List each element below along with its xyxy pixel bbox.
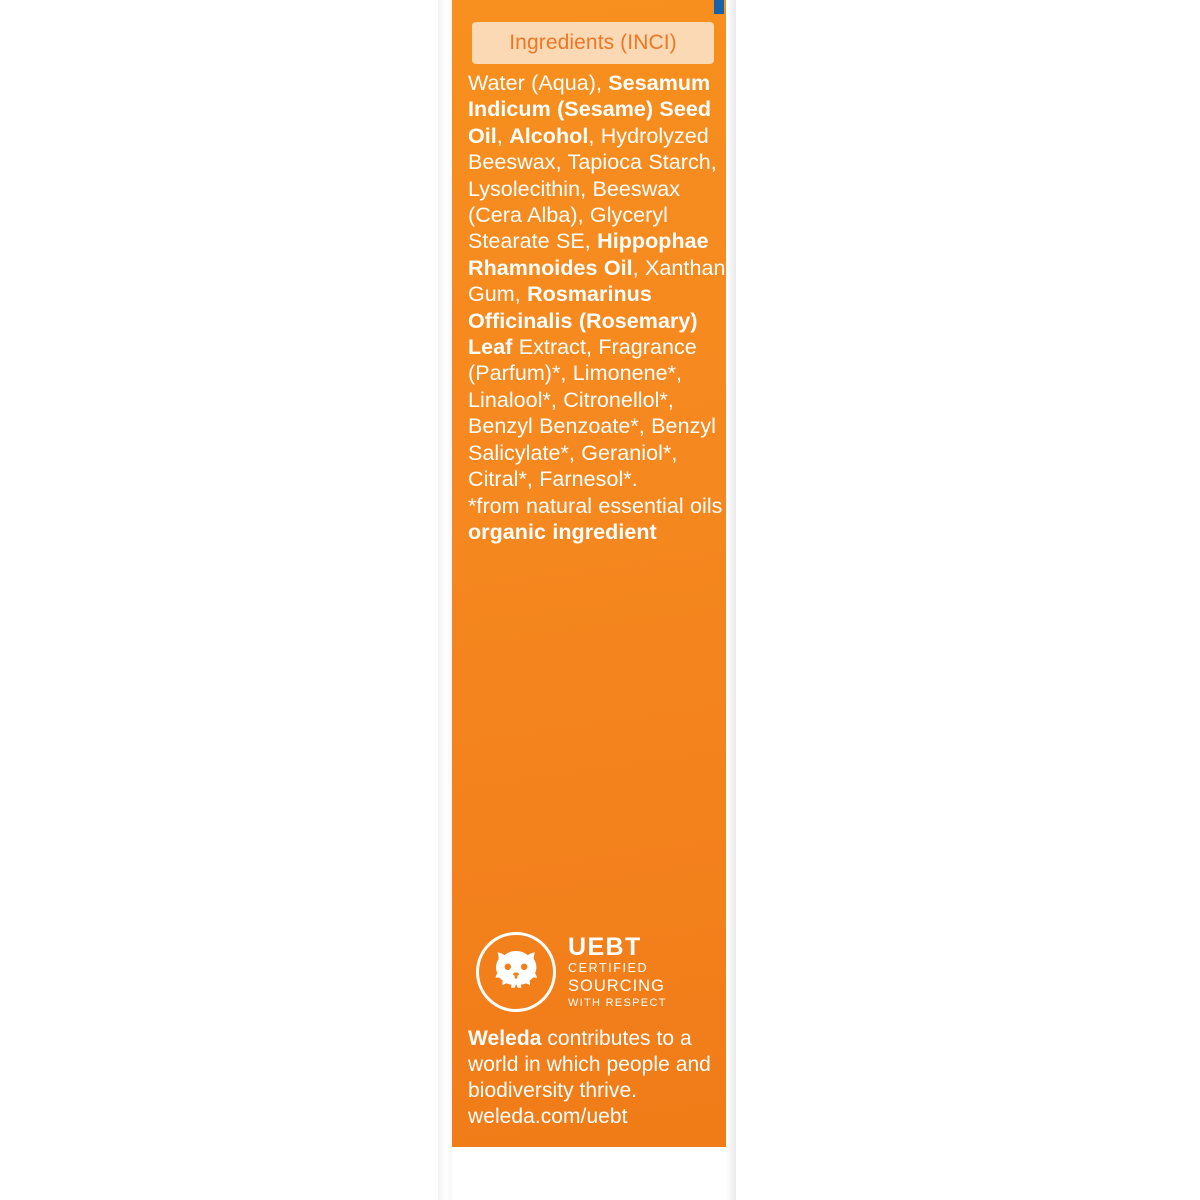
uebt-line-4: WITH RESPECT (568, 996, 667, 1009)
package-right-edge (726, 0, 736, 1200)
ingredient-run-3: Alcohol (509, 123, 589, 148)
ingredients-header-chip (472, 22, 714, 64)
ingredients-text-block (468, 70, 726, 545)
brand-name: Weleda (468, 1027, 542, 1050)
ingredients-header-label: Ingredients (INCI) (509, 31, 677, 54)
brand-url: weleda.com/uebt (468, 1105, 628, 1128)
ingredient-run-7: Rosmarinus Officinalis (Rosemary) Leaf (468, 282, 698, 360)
ingredient-run-4: , Hydrolyzed Beeswax, Tapioca Starch, Lysolecithin, Beeswax (Cera Alba), Glyceryl Stearate SE, (468, 123, 717, 254)
ingredients-footnote: *from natural essential oils (468, 493, 723, 518)
uebt-lion-seal-icon (476, 932, 556, 1012)
uebt-certification-block (476, 930, 706, 1014)
uebt-line-3: SOURCING (568, 977, 665, 996)
ingredients-runs (468, 71, 725, 491)
ingredient-run-6: , Xanthan Gum, (468, 255, 726, 307)
ingredient-run-1: Sesamum Indicum (Sesame) Seed Oil (468, 71, 712, 148)
product-package-panel (438, 0, 736, 1200)
uebt-line-1: UEBT (568, 932, 642, 961)
tagline-text: contributes to a world in which people and biodiversity thrive. (468, 1027, 711, 1102)
ingredient-run-0: Water (Aqua), (468, 71, 609, 95)
uebt-text-lines (568, 932, 667, 1009)
package-left-edge (438, 0, 452, 1200)
uebt-line-2: CERTIFIED (568, 961, 649, 976)
package-bottom-white-strip (452, 1147, 726, 1200)
ingredient-run-5: Hippophae Rhamnoides Oil (468, 229, 709, 280)
organic-ingredient-note: organic ingredient (468, 519, 657, 544)
package-blue-accent-mark (714, 0, 724, 14)
brand-tagline-block (468, 1026, 726, 1130)
ingredient-run-2: , (496, 123, 510, 148)
ingredient-run-8: Extract, Fragrance (Parfum)*, Limonene*, Linalool*, Citronellol*, Benzyl Benzoate*, Benzyl Salicylate*, Geraniol*, Citral*, Farnesol*. (468, 335, 716, 492)
